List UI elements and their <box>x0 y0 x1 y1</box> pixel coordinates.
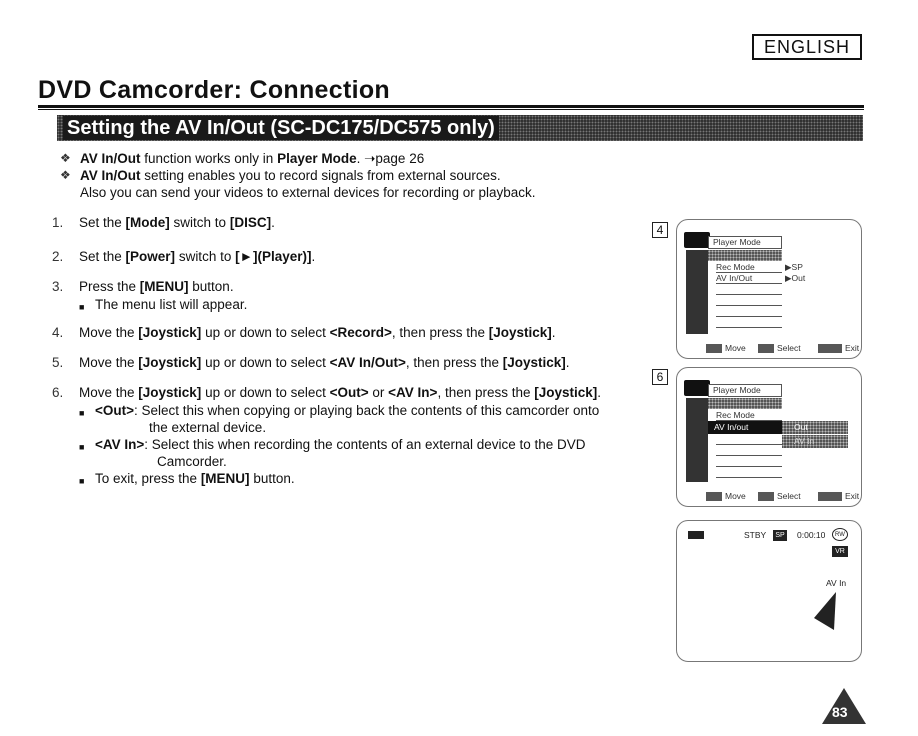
joystick-icon <box>706 344 722 353</box>
step-text-run: or <box>368 385 389 400</box>
step-bold-term: [Joystick] <box>488 325 552 340</box>
step-text <box>79 248 315 265</box>
step-item <box>52 324 556 341</box>
footer-move: Move <box>706 491 746 501</box>
step-bold-term: <AV In> <box>388 385 438 400</box>
step-subitem <box>79 296 247 316</box>
menu-row: AV In/Out <box>716 273 782 284</box>
step-number: 6. <box>52 385 64 400</box>
diamond-bullet-icon: ❖ <box>60 168 71 182</box>
vr-badge: VR <box>832 546 848 557</box>
step-bold-term: [MENU] <box>139 279 189 294</box>
step-text-run: up or down to select <box>201 385 330 400</box>
sub-text: To exit, press the <box>95 471 201 486</box>
step-bold-term: [Mode] <box>125 215 170 230</box>
step-number: 4. <box>52 325 64 340</box>
sub-bold: [MENU] <box>200 471 250 486</box>
menu-row-empty <box>716 306 782 317</box>
step-text <box>79 278 234 295</box>
square-bullet-icon: ■ <box>79 302 85 312</box>
step-bold-term: [DISC] <box>229 215 272 230</box>
footer-move: Move <box>706 343 746 353</box>
title-rule <box>38 105 864 108</box>
menu-row-highlighted <box>708 250 782 261</box>
footer-exit: Exit <box>818 491 859 501</box>
step-item <box>52 278 234 295</box>
step-bold-term: [Joystick] <box>534 385 598 400</box>
step-text-run: , then press the <box>405 355 503 370</box>
step-text-run: Move the <box>79 325 139 340</box>
menu-row-empty <box>716 456 782 467</box>
step-text-run: Press the <box>79 279 140 294</box>
step-subitem <box>79 470 295 490</box>
battery-icon <box>688 531 704 539</box>
menu-row: Rec Mode <box>716 262 782 273</box>
step-item <box>52 214 275 231</box>
menu-header: Player Mode <box>708 384 782 397</box>
step-bold-term: [Power] <box>125 249 176 264</box>
step-bold-term: <Out> <box>329 385 369 400</box>
notes <box>60 150 536 201</box>
sub-continuation: the external device. <box>149 420 267 435</box>
step-text-run: . <box>597 385 602 400</box>
menu-key-icon <box>818 344 842 353</box>
step-item <box>52 384 601 401</box>
step-text-run: Move the <box>79 355 139 370</box>
page-title: DVD Camcorder: Connection <box>38 76 390 104</box>
option-out: Out <box>794 422 808 432</box>
note-bold: AV In/Out <box>80 151 141 166</box>
step-number: 5. <box>52 355 64 370</box>
sub-bold: <Out> <box>95 403 135 418</box>
sp-badge: SP <box>773 530 787 541</box>
menu-icon-column <box>686 250 708 334</box>
step-text-run: Move the <box>79 385 139 400</box>
language-label: ENGLISH <box>752 34 862 60</box>
menu-row-empty <box>716 467 782 478</box>
sub-text: : Select this when copying or playing back the contents of this camcorder onto <box>134 403 600 418</box>
menu-row-selected: AV In/out <box>708 421 782 434</box>
option-avin-highlight <box>782 435 848 448</box>
step-bold-term: [Joystick] <box>138 355 202 370</box>
page-number: 83 <box>832 704 848 720</box>
diamond-bullet-icon: ❖ <box>60 151 71 165</box>
footer-select: Select <box>758 343 801 353</box>
joystick-icon <box>706 492 722 501</box>
sub-text: : Select this when recording the contents of an external device to the DVD <box>144 437 586 452</box>
sub-continuation: Camcorder. <box>157 454 227 469</box>
step-bold-term: [Joystick] <box>138 385 202 400</box>
menu-row-highlighted <box>708 398 782 409</box>
section-title: Setting the AV In/Out (SC-DC175/DC575 only) <box>63 116 499 140</box>
menu-row-empty <box>716 434 782 445</box>
note-text: . ➝page 26 <box>356 151 425 166</box>
option-avin: AV In <box>794 436 815 446</box>
sub-bold: <AV In> <box>95 437 145 452</box>
joystick-press-icon <box>758 492 774 501</box>
step-text <box>79 324 556 341</box>
step-text-run: Set the <box>79 249 126 264</box>
square-bullet-icon: ■ <box>79 476 85 486</box>
menu-value: ▶Out <box>785 273 806 283</box>
step-text-run: Set the <box>79 215 126 230</box>
step-text <box>79 354 570 371</box>
sub-text: The menu list will appear. <box>95 297 248 312</box>
menu-value: ▶SP <box>785 262 803 272</box>
step-item <box>52 248 315 265</box>
timecode: 0:00:10 <box>797 530 826 540</box>
square-bullet-icon: ■ <box>79 408 85 418</box>
step-text-run: , then press the <box>437 385 535 400</box>
sub-text: button. <box>249 471 295 486</box>
note-bold: AV In/Out <box>80 168 141 183</box>
player-tab-icon <box>684 232 710 248</box>
step-text-run: , then press the <box>391 325 489 340</box>
step-subitem <box>79 436 586 456</box>
note-text: function works only in <box>140 151 278 166</box>
step-text-run: . <box>565 355 570 370</box>
menu-row: Rec Mode <box>716 410 782 421</box>
step-text-run: switch to <box>175 249 236 264</box>
step-bold-term: [Joystick] <box>138 325 202 340</box>
step-text-run: button. <box>188 279 234 294</box>
menu-icon-column <box>686 398 708 482</box>
note-item <box>60 150 536 167</box>
step-bold-term: [►](Player)] <box>235 249 312 264</box>
menu-row-empty <box>716 445 782 456</box>
menu-key-icon <box>818 492 842 501</box>
step-bold-term: [Joystick] <box>502 355 566 370</box>
step-text <box>79 384 601 401</box>
status-text: STBY <box>744 530 767 540</box>
step-tag-4: 4 <box>652 222 668 238</box>
player-tab-icon <box>684 380 710 396</box>
av-in-label: AV In <box>826 578 847 588</box>
option-out-highlight <box>782 421 848 434</box>
menu-row-empty <box>716 284 782 295</box>
step-number: 1. <box>52 215 64 230</box>
step-bold-term: <Record> <box>329 325 392 340</box>
disc-rw-badge: RW <box>832 528 848 541</box>
step-text-run: up or down to select <box>201 325 330 340</box>
square-bullet-icon: ■ <box>79 442 85 452</box>
footer-exit: Exit <box>818 343 859 353</box>
note-continuation: Also you can send your videos to external devices for recording or playback. <box>80 185 536 200</box>
step-number: 3. <box>52 279 64 294</box>
input-arrow-icon <box>812 590 838 632</box>
step-bold-term: <AV In/Out> <box>329 355 406 370</box>
step-text-run: up or down to select <box>201 355 330 370</box>
note-bold: Player Mode <box>277 151 357 166</box>
step-text-run: switch to <box>169 215 230 230</box>
step-text-run: . <box>271 215 275 230</box>
joystick-press-icon <box>758 344 774 353</box>
note-text: setting enables you to record signals from external sources. <box>140 168 501 183</box>
menu-row-empty <box>716 295 782 306</box>
step-text-run: . <box>311 249 316 264</box>
footer-select: Select <box>758 491 801 501</box>
step-number: 2. <box>52 249 64 264</box>
step-text <box>79 214 275 231</box>
note-item <box>60 167 536 184</box>
menu-header: Player Mode <box>708 236 782 249</box>
title-rule-thin <box>38 109 864 110</box>
step-item <box>52 354 570 371</box>
menu-row-empty <box>716 317 782 328</box>
step-text-run: . <box>551 325 556 340</box>
step-tag-6: 6 <box>652 369 668 385</box>
